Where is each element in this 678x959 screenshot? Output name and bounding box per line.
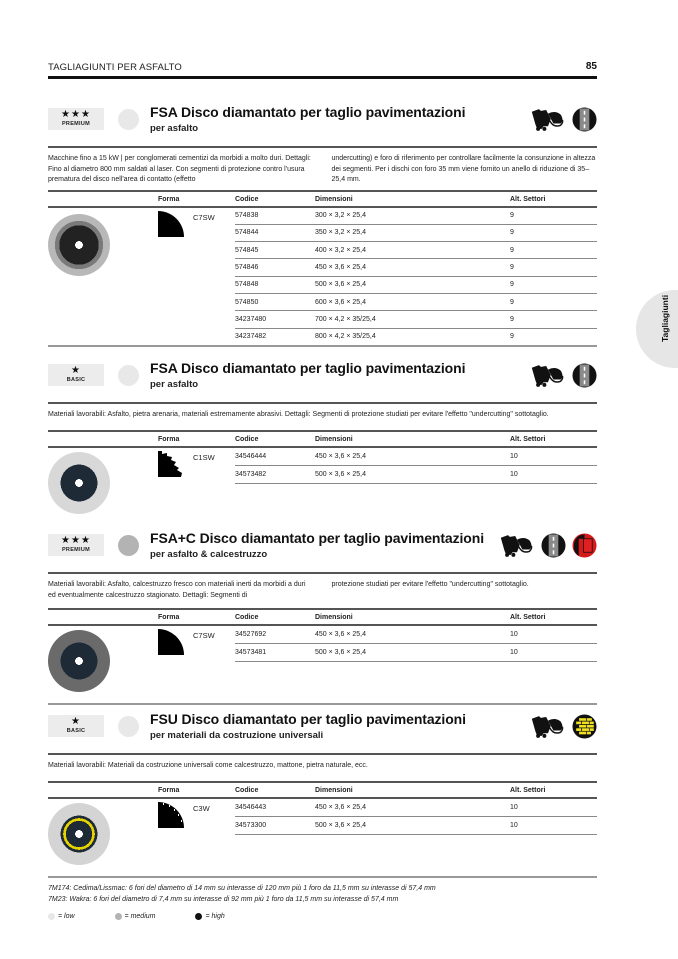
- product-subtitle: per asfalto & calcestruzzo: [150, 549, 268, 560]
- segmented-disk-image: [48, 803, 110, 865]
- basic-badge: ★ BASIC: [48, 364, 104, 386]
- side-tab[interactable]: [622, 290, 678, 368]
- table-row: C7SW 34527692 450 × 3,6 × 25,4 10: [48, 625, 597, 643]
- stars-icon: ★★★: [61, 109, 91, 120]
- level-indicator-low: [118, 109, 139, 130]
- table-row: 34237480 700 × 4,2 × 35/25,4 9: [48, 311, 597, 328]
- segmented-disk-image: [48, 630, 110, 692]
- page-number: 85: [585, 61, 597, 72]
- asphalt-road-icon: [572, 363, 597, 388]
- side-tab-label: Tagliagiunti: [660, 294, 670, 342]
- segment-shape-icon: [158, 451, 184, 477]
- section-title: TAGLIAGIUNTI PER ASFALTO: [48, 62, 182, 73]
- segment-shape-icon: [158, 629, 184, 655]
- floor-saw-icon: [530, 713, 566, 739]
- table-row: C1SW 34546444 450 × 3,6 × 25,4 10: [48, 447, 597, 465]
- product-fsa-premium: [48, 104, 597, 347]
- product-title: FSU Disco diamantato per taglio pavimentazioni: [150, 711, 466, 727]
- medium-dot-icon: [115, 913, 122, 920]
- table-row: C3W 34546443 450 × 3,6 × 25,4 10: [48, 798, 597, 816]
- level-indicator-low: [118, 365, 139, 386]
- level-indicator-medium: [118, 535, 139, 556]
- segmented-disk-image: [48, 452, 110, 514]
- table-row: 34573481 500 × 3,6 × 25,4 10: [48, 643, 597, 661]
- concrete-icon: [572, 533, 597, 558]
- table-row: 574846 450 × 3,6 × 25,4 9: [48, 259, 597, 276]
- segment-shape-icon: [158, 802, 184, 828]
- product-fsac-premium: [48, 530, 597, 705]
- brick-icon: [572, 714, 597, 739]
- product-description: Macchine fino a 15 kW | per conglomerati cementizi da morbidi a molto duri. Dettagli: Fino al diametro 800 mm saldati al laser. Con segmenti di protezione contro l'usura prematura del disco nell'area di contatto (effetto undercutting) e foro di riferimento per controllare facilmente la consunzione in altezza dei segmenti. Per i dischi con foro 35 mm viene fornito un anello di riduzione di 35–25,4 mm.: [48, 155, 596, 183]
- product-title: FSA+C Disco diamantato per taglio pavimentazioni: [150, 530, 484, 546]
- star-icon: ★: [71, 365, 81, 376]
- table-row: 574850 600 × 3,6 × 25,4 9: [48, 293, 597, 310]
- table-row: 34237482 800 × 4,2 × 35/25,4 9: [235, 333, 514, 341]
- legend-low: = low: [48, 913, 75, 920]
- basic-badge: ★ BASIC: [48, 715, 104, 737]
- product-fsa-basic: [48, 360, 597, 525]
- spec-table: Forma Codice Dimensioni Alt. Settori C7SW 574838 300 × 3,2 × 25,4 9 574844 350 × 3,2 × 25,4 9 574845 400 × 3,2 × 25,4 9 574846 450 × 3,6 × 25,4 9 574848 500 × 3,6 × 25,4 9 574850 600 × 3,6 × 25,4 9 34237480 700 × 4,2 × 35/25,4 9 34237482 800 × 4,2 × 35/25,4 9: [48, 190, 597, 345]
- floor-saw-icon: [530, 106, 566, 132]
- low-dot-icon: [48, 913, 55, 920]
- segment-shape-icon: [158, 211, 184, 237]
- legend-high: = high: [195, 913, 224, 920]
- product-subtitle: per asfalto: [150, 123, 199, 134]
- product-description: Materiali lavorabili: Asfalto, calcestruzzo fresco con materiali inerti da morbidi a duri ed eventualmente calcestruzzo stagionato. Dettagli: Segmenti di protezione studiati per evitare l'effetto "undercutting" sottotaglio.: [48, 581, 529, 599]
- table-row: 34573482 500 × 3,6 × 25,4 10: [48, 465, 597, 483]
- product-description: Materiali lavorabili: Materiali da costruzione universali come calcestruzzo, mattone, pietra naturale, ecc.: [48, 762, 368, 769]
- spec-table: Forma Codice Dimensioni Alt. Settori C1SW 34546444 450 × 3,6 × 25,4 10 34573482 500 × 3,6 × 25,4 10: [48, 430, 597, 525]
- asphalt-road-icon: [541, 533, 566, 558]
- table-row: 34573300 500 × 3,6 × 25,4 10: [48, 816, 597, 834]
- premium-badge: ★★★ PREMIUM: [48, 534, 104, 556]
- asphalt-road-icon: [572, 107, 597, 132]
- product-title: FSA Disco diamantato per taglio pavimentazioni: [150, 360, 466, 376]
- table-row: C7SW 574838 300 × 3,2 × 25,4 9: [48, 207, 597, 224]
- footnotes: 7M174: Cedima/Lissmac: 6 fori del diametro di 14 mm su interasse di 120 mm più 1 foro da 11,5 mm su interasse di 57,4 mm 7M23: Wakra: 6 fori del diametro di 7,4 mm su interasse di 92 mm più 1 foro da 11,5 mm su interasse di 57,4 mm: [48, 885, 436, 903]
- legend-medium: = medium: [115, 913, 156, 920]
- product-fsu-basic: [48, 711, 597, 878]
- product-title: FSA Disco diamantato per taglio pavimentazioni: [150, 104, 466, 120]
- level-legend: [48, 913, 265, 920]
- product-subtitle: per asfalto: [150, 379, 199, 390]
- spec-table: Forma Codice Dimensioni Alt. Settori C3W 34546443 450 × 3,6 × 25,4 10 34573300 500 × 3,6 × 25,4 10: [48, 781, 597, 876]
- floor-saw-icon: [530, 362, 566, 388]
- table-row: 574845 400 × 3,2 × 25,4 9: [48, 242, 597, 259]
- table-row: 574844 350 × 3,2 × 25,4 9: [48, 224, 597, 241]
- segmented-disk-image: [48, 214, 110, 276]
- premium-badge: ★★★ PREMIUM: [48, 108, 104, 130]
- stars-icon: ★★★: [61, 535, 91, 546]
- header-rule: [48, 76, 597, 79]
- floor-saw-icon: [499, 532, 535, 558]
- product-description: Materiali lavorabili: Asfalto, pietra arenaria, materiali estremamente abrasivi. Dettagli: Segmenti di protezione studiati per evitare l'effetto "undercutting" sottotaglio.: [48, 411, 549, 418]
- spec-table: Forma Codice Dimensioni Alt. Settori C7SW 34527692 450 × 3,6 × 25,4 10 34573481 500 × 3,6 × 25,4 10: [48, 608, 597, 703]
- table-row: 574848 500 × 3,6 × 25,4 9: [48, 276, 597, 293]
- product-subtitle: per materiali da costruzione universali: [150, 730, 324, 741]
- level-indicator-low: [118, 716, 139, 737]
- high-dot-icon: [195, 913, 202, 920]
- star-icon: ★: [71, 716, 81, 727]
